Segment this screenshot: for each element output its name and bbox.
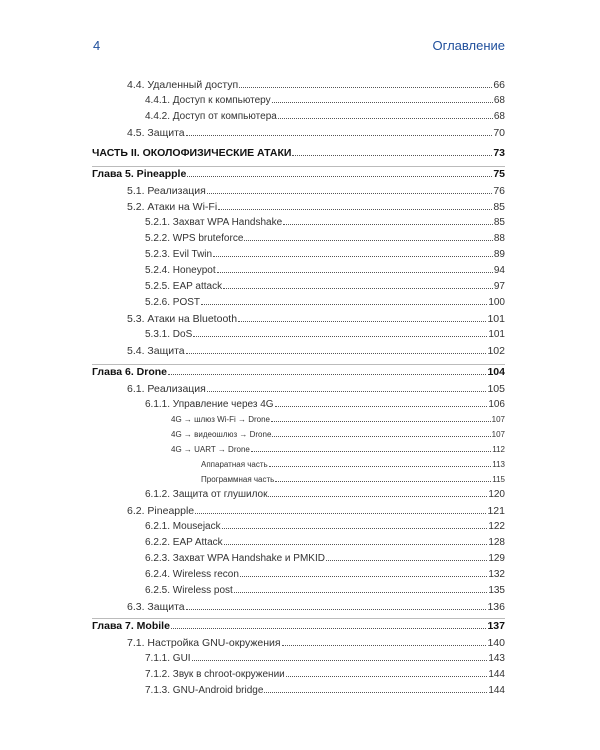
toc-chapter-entry bbox=[92, 166, 505, 181]
toc-entry-label: 5.2.5. EAP attack bbox=[145, 281, 223, 292]
toc-entry-page: 136 bbox=[487, 601, 505, 613]
dot-leader bbox=[286, 676, 488, 677]
toc-entry-label: 6.2.5. Wireless post bbox=[145, 585, 233, 596]
toc-entry-label: Глава 5. Pineapple bbox=[92, 168, 187, 180]
toc-entry-label: 6.2.3. Захват WPA Handshake и PMKID bbox=[145, 553, 325, 564]
running-header-title: Оглавление bbox=[432, 38, 505, 53]
toc-entry bbox=[127, 126, 505, 140]
toc-entry-page: 94 bbox=[493, 265, 505, 276]
toc-entry bbox=[145, 248, 505, 262]
dot-leader bbox=[186, 609, 487, 610]
dot-leader bbox=[168, 374, 486, 375]
dot-leader bbox=[264, 692, 487, 693]
toc-entry-label: 6.2. Pineapple bbox=[127, 505, 195, 517]
toc-entry-page: 101 bbox=[487, 313, 505, 325]
toc-entry-label: ЧАСТЬ II. ОКОЛОФИЗИЧЕСКИЕ АТАКИ bbox=[92, 147, 292, 159]
toc-entry bbox=[145, 668, 505, 682]
toc-entry-label: 7.1. Настройка GNU-окружения bbox=[127, 637, 281, 649]
toc-entry bbox=[127, 312, 505, 326]
dot-leader bbox=[271, 421, 491, 422]
toc-entry bbox=[171, 413, 505, 427]
toc-entry-page: 70 bbox=[493, 127, 505, 139]
toc-entry-page: 113 bbox=[492, 460, 505, 469]
toc-entry-page: 137 bbox=[487, 620, 505, 632]
toc-entry bbox=[127, 504, 505, 518]
dot-leader bbox=[186, 353, 487, 354]
toc-entry-label: Глава 7. Mobile bbox=[92, 620, 170, 632]
dot-leader bbox=[195, 513, 486, 514]
toc-entry-label: 4.4.1. Доступ к компьютеру bbox=[145, 95, 271, 106]
toc-entry bbox=[127, 600, 505, 614]
toc-entry-page: 107 bbox=[491, 415, 505, 424]
dot-leader bbox=[292, 155, 492, 156]
dot-leader bbox=[275, 481, 491, 482]
toc-entry bbox=[127, 184, 505, 198]
toc-entry-label: Глава 6. Drone bbox=[92, 366, 168, 378]
toc-entry bbox=[127, 78, 505, 92]
dot-leader bbox=[186, 135, 493, 136]
toc-entry-page: 140 bbox=[487, 637, 505, 649]
toc-entry-page: 112 bbox=[492, 445, 505, 454]
toc-entry-page: 89 bbox=[493, 249, 505, 260]
toc-entry-label: 5.2.3. Evil Twin bbox=[145, 249, 213, 260]
toc-entry bbox=[145, 296, 505, 310]
toc-entry-label: Программная часть bbox=[201, 475, 275, 484]
toc-entry-page: 68 bbox=[493, 95, 505, 106]
toc-entry bbox=[145, 398, 505, 412]
toc-entry-page: 129 bbox=[488, 553, 505, 564]
toc-entry bbox=[127, 344, 505, 358]
dot-leader bbox=[282, 645, 487, 646]
toc-entry bbox=[145, 584, 505, 598]
toc-chapter-entry bbox=[92, 618, 505, 633]
dot-leader bbox=[234, 592, 488, 593]
toc-entry-page: 107 bbox=[491, 430, 505, 439]
dot-leader bbox=[275, 406, 488, 407]
toc-entry-page: 120 bbox=[488, 489, 505, 500]
dot-leader bbox=[272, 436, 490, 437]
toc-entry-page: 76 bbox=[493, 185, 505, 197]
dot-leader bbox=[213, 256, 493, 257]
toc-entry-label: 5.2. Атаки на Wi-Fi bbox=[127, 201, 218, 213]
toc-entry-label: 4G → видеошлюз → Drone bbox=[171, 430, 272, 439]
toc-entry bbox=[171, 443, 505, 457]
dot-leader bbox=[278, 118, 493, 119]
dot-leader bbox=[283, 224, 493, 225]
toc-entry bbox=[145, 520, 505, 534]
dot-leader bbox=[269, 466, 492, 467]
dot-leader bbox=[268, 496, 487, 497]
toc-entry bbox=[127, 200, 505, 214]
dot-leader bbox=[218, 209, 492, 210]
toc-entry-page: 88 bbox=[493, 233, 505, 244]
toc-entry-page: 97 bbox=[493, 281, 505, 292]
toc-entry-page: 128 bbox=[488, 537, 505, 548]
toc-entry-page: 143 bbox=[488, 653, 505, 664]
toc-entry-page: 122 bbox=[488, 521, 505, 532]
toc-entry-page: 105 bbox=[487, 383, 505, 395]
toc-entry-page: 66 bbox=[493, 79, 505, 91]
dot-leader bbox=[217, 272, 493, 273]
dot-leader bbox=[201, 304, 487, 305]
dot-leader bbox=[207, 193, 492, 194]
toc-entry bbox=[145, 328, 505, 342]
toc-entry-label: 6.2.1. Mousejack bbox=[145, 521, 221, 532]
toc-part-entry bbox=[92, 146, 505, 160]
toc-entry bbox=[145, 110, 505, 124]
toc-entry-page: 144 bbox=[488, 685, 505, 696]
dot-leader bbox=[193, 336, 487, 337]
toc-entry bbox=[127, 382, 505, 396]
toc-entry-page: 85 bbox=[493, 201, 505, 213]
toc-entry-label: 6.1.2. Защита от глушилок bbox=[145, 489, 268, 500]
toc-entry-label: 4.4. Удаленный доступ bbox=[127, 79, 239, 91]
toc-entry-page: 100 bbox=[488, 297, 505, 308]
toc-entry bbox=[145, 280, 505, 294]
toc-entry-label: 5.3.1. DoS bbox=[145, 329, 193, 340]
toc-entry-label: 4G → шлюз Wi-Fi → Drone bbox=[171, 415, 270, 424]
toc-entry-label: 6.1.1. Управление через 4G bbox=[145, 399, 274, 410]
toc-entry-page: 104 bbox=[487, 366, 505, 378]
toc-entry bbox=[145, 652, 505, 666]
dot-leader bbox=[192, 660, 488, 661]
dot-leader bbox=[223, 288, 493, 289]
toc-entry bbox=[145, 552, 505, 566]
toc-entry-label: 6.2.4. Wireless recon bbox=[145, 569, 239, 580]
dot-leader bbox=[240, 576, 487, 577]
toc-chapter-entry bbox=[92, 364, 505, 379]
toc-entry-label: 4G → UART → Drone bbox=[171, 445, 250, 454]
toc-entry-page: 135 bbox=[488, 585, 505, 596]
toc-entry bbox=[127, 636, 505, 650]
dot-leader bbox=[244, 240, 492, 241]
dot-leader bbox=[272, 102, 493, 103]
dot-leader bbox=[251, 451, 491, 452]
toc-entry bbox=[145, 232, 505, 246]
toc-entry-label: 6.2.2. EAP Attack bbox=[145, 537, 223, 548]
toc-entry-label: 5.2.6. POST bbox=[145, 297, 201, 308]
toc-entry-label: Аппаратная часть bbox=[201, 460, 268, 469]
toc-entry bbox=[201, 473, 505, 487]
toc-entry-label: 5.2.1. Захват WPA Handshake bbox=[145, 217, 283, 228]
toc-entry-page: 106 bbox=[488, 399, 505, 410]
toc-entry-page: 102 bbox=[487, 345, 505, 357]
toc-entry bbox=[145, 264, 505, 278]
toc-entry bbox=[145, 568, 505, 582]
toc-entry bbox=[145, 684, 505, 698]
toc-entry-page: 85 bbox=[493, 217, 505, 228]
dot-leader bbox=[222, 528, 488, 529]
dot-leader bbox=[207, 391, 487, 392]
toc-entry-label: 5.3. Атаки на Bluetooth bbox=[127, 313, 238, 325]
dot-leader bbox=[171, 628, 487, 629]
dot-leader bbox=[238, 321, 486, 322]
toc-entry-label: 4.4.2. Доступ от компьютера bbox=[145, 111, 277, 122]
toc-entry-page: 75 bbox=[493, 168, 505, 180]
toc-entry-label: 5.2.4. Honeypot bbox=[145, 265, 216, 276]
dot-leader bbox=[224, 544, 488, 545]
toc-entry-label: 7.1.2. Звук в chroot-окружении bbox=[145, 669, 285, 680]
page-number: 4 bbox=[93, 38, 101, 53]
toc-entry bbox=[171, 428, 505, 442]
toc-entry-page: 144 bbox=[488, 669, 505, 680]
dot-leader bbox=[326, 560, 487, 561]
toc-entry bbox=[145, 94, 505, 108]
toc-entry bbox=[145, 488, 505, 502]
toc-entry-label: 5.1. Реализация bbox=[127, 185, 206, 197]
toc-entry-page: 121 bbox=[487, 505, 505, 517]
toc-entry-label: 7.1.3. GNU-Android bridge bbox=[145, 685, 264, 696]
toc-entry-page: 132 bbox=[488, 569, 505, 580]
dot-leader bbox=[239, 87, 492, 88]
toc-entry-page: 101 bbox=[488, 329, 505, 340]
toc-entry-label: 4.5. Защита bbox=[127, 127, 185, 139]
toc-entry-page: 115 bbox=[492, 475, 505, 484]
dot-leader bbox=[187, 176, 492, 177]
toc-entry-page: 68 bbox=[493, 111, 505, 122]
toc-entry-label: 7.1.1. GUI bbox=[145, 653, 191, 664]
toc-entry-label: 6.3. Защита bbox=[127, 601, 185, 613]
toc-entry-label: 6.1. Реализация bbox=[127, 383, 206, 395]
toc-entry-label: 5.4. Защита bbox=[127, 345, 185, 357]
toc-entry bbox=[145, 216, 505, 230]
toc-entry bbox=[201, 458, 505, 472]
toc-entry-label: 5.2.2. WPS bruteforce bbox=[145, 233, 244, 244]
toc-entry-page: 73 bbox=[493, 147, 505, 159]
toc-entry bbox=[145, 536, 505, 550]
